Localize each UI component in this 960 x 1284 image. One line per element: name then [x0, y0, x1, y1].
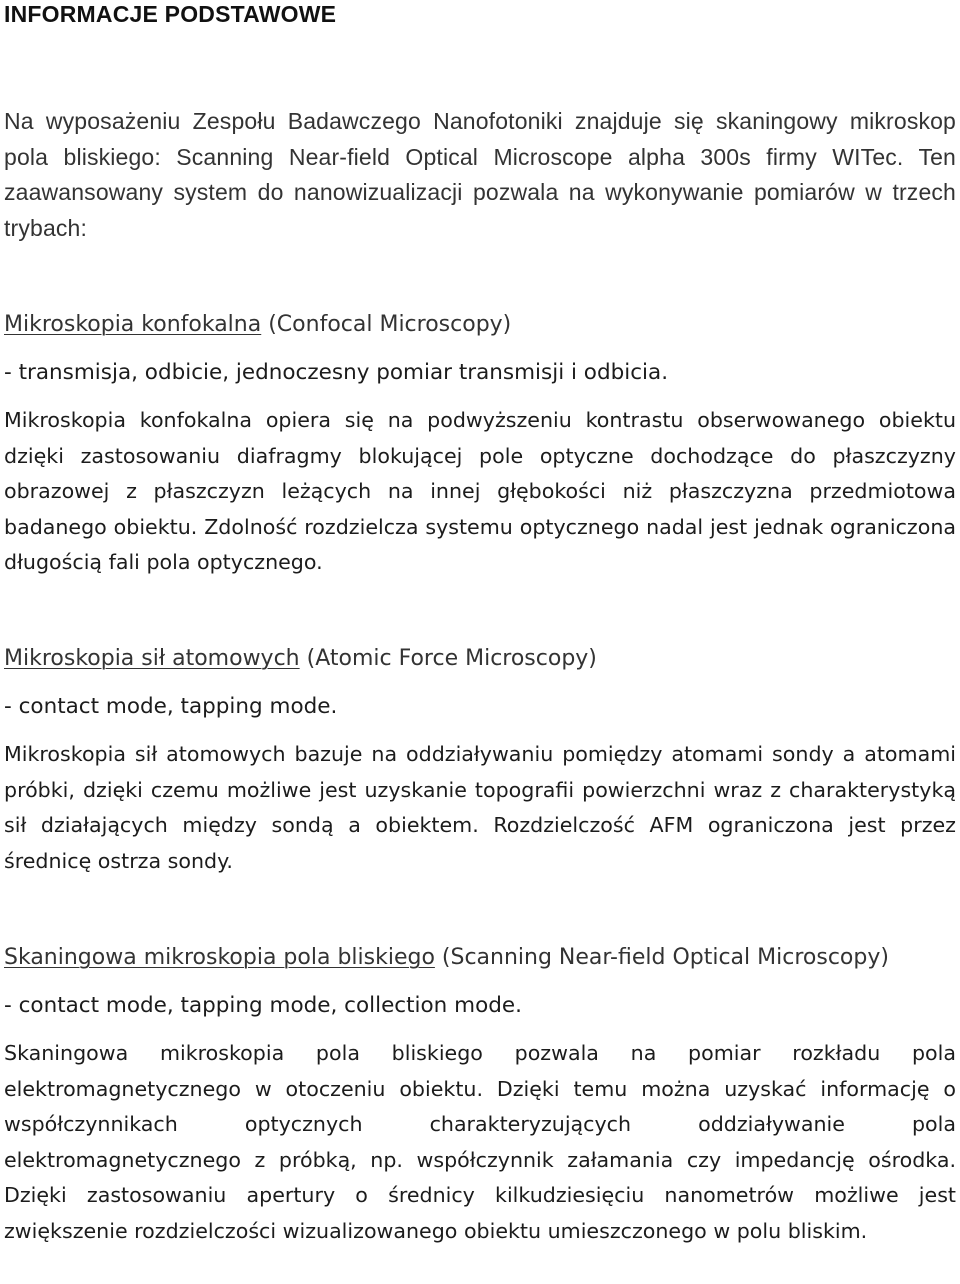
section-title-confocal-en: (Confocal Microscopy) [261, 312, 512, 337]
section-title-confocal-pl: Mikroskopia konfokalna [4, 312, 262, 337]
section-title-snom [4, 942, 889, 974]
section-description-snom: Skaningowa mikroskopia pola bliskiego pozwala na pomiar rozkładu pola elektromagnetycznego w otoczeniu obiektu. Dzięki temu można uzyskać informację o współczynnikach optycznych charakteryzujących oddziaływanie pola elektromagnetycznego z próbką, np. współczynnik załamania czy impedancję ośrodka. Dzięki zastosowaniu apertury o średnicy kilkudziesięciu nanometrów możliwe jest zwiększenie rozdzielczości wizualizowanego obiektu umieszczonego w polu bliskim. [4, 1041, 956, 1243]
section-modes-snom: - contact mode, tapping mode, collection mode. [4, 993, 522, 1018]
intro-paragraph: Na wyposażeniu Zespołu Badawczego Nanofotoniki znajduje się skaningowy mikroskop pola bliskiego: Scanning Near-field Optical Microscope alpha 300s firmy WITec. Ten zaawansowany system do nanowizualizacji pozwala na wykonywanie pomiarów w trzech trybach: [4, 108, 956, 241]
section-description-confocal: Mikroskopia konfokalna opiera się na podwyższeniu kontrastu obserwowanego obiektu dzięki zastosowaniu diafragmy blokującej pole optyczne dochodzące do płaszczyzny obrazowej z płaszczyzn leżących na innej głębokości niż płaszczyzna przedmiotowa badanego obiektu. Zdolność rozdzielcza systemu optycznego nadal jest jednak ograniczona długością fali pola optycznego. [4, 408, 956, 574]
section-title-afm [4, 643, 597, 675]
section-title-snom-pl: Skaningowa mikroskopia pola bliskiego [4, 945, 435, 970]
section-title-afm-en: (Atomic Force Microscopy) [299, 646, 597, 671]
section-title-afm-pl: Mikroskopia sił atomowych [4, 646, 300, 671]
section-title-confocal [4, 309, 511, 341]
section-description-afm: Mikroskopia sił atomowych bazuje na oddziaływaniu pomiędzy atomami sondy a atomami próbki, dzięki czemu możliwe jest uzyskanie topografii powierzchni wraz z charakterystyką sił działających między sondą a obiektem. Rozdzielczość AFM ograniczona jest przez średnicę ostrza sondy. [4, 742, 956, 873]
section-modes-afm: - contact mode, tapping mode. [4, 694, 338, 719]
section-title-snom-en: (Scanning Near-field Optical Microscopy) [434, 945, 889, 970]
page-title: INFORMACJE PODSTAWOWE [4, 1, 337, 27]
section-modes-confocal: - transmisja, odbicie, jednoczesny pomiar transmisji i odbicia. [4, 360, 669, 385]
